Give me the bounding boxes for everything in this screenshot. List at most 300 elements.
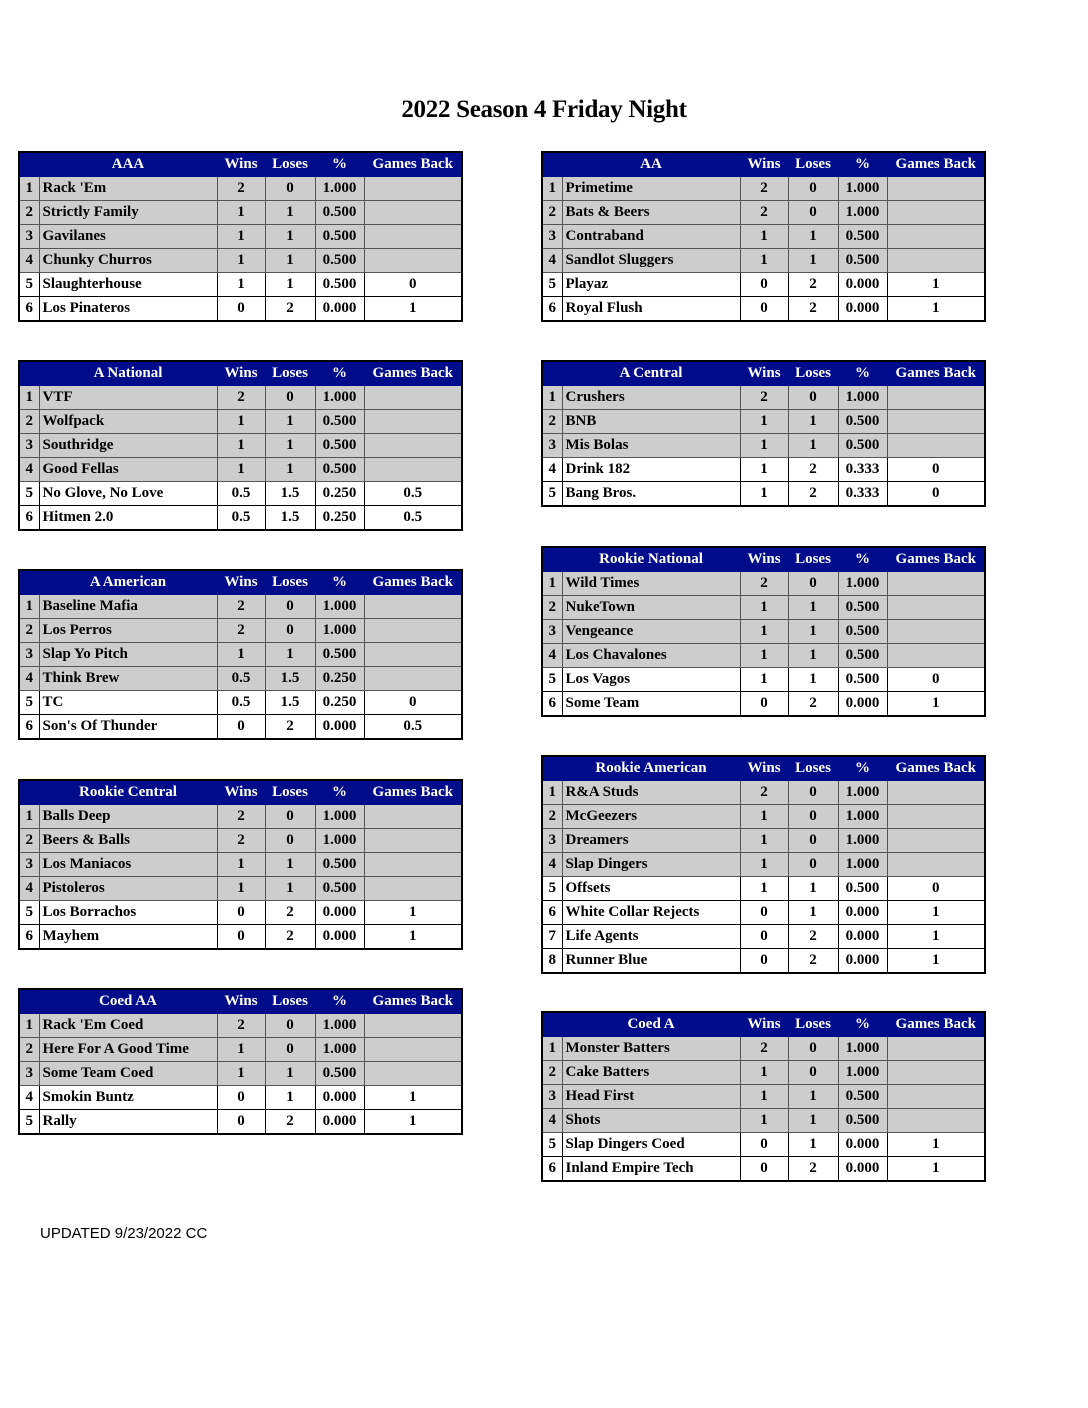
- rank-cell: 4: [19, 667, 39, 691]
- team-name: Mis Bolas: [562, 434, 740, 458]
- pct-header: %: [315, 989, 364, 1014]
- pct-cell: 0.000: [838, 901, 887, 925]
- loses-cell: 1: [788, 620, 838, 644]
- wins-cell: 1: [740, 644, 788, 668]
- games-back-cell: [887, 1061, 985, 1085]
- rank-cell: 3: [19, 225, 39, 249]
- pct-cell: 1.000: [838, 1037, 887, 1061]
- table-row: [542, 386, 985, 410]
- wins-cell: 2: [217, 1014, 265, 1038]
- loses-header: Loses: [788, 152, 838, 177]
- loses-cell: 1: [265, 643, 315, 667]
- wins-header: Wins: [217, 152, 265, 177]
- games-back-cell: [887, 410, 985, 434]
- games-back-header: Games Back: [887, 547, 985, 572]
- division-name: A American: [39, 570, 217, 595]
- games-back-cell: [887, 596, 985, 620]
- table-row: [19, 177, 462, 201]
- pct-cell: 1.000: [315, 1014, 364, 1038]
- loses-cell: 1.5: [265, 691, 315, 715]
- games-back-cell: [364, 410, 462, 434]
- team-name: Pistoleros: [39, 877, 217, 901]
- loses-cell: 0: [265, 829, 315, 853]
- loses-cell: 1: [788, 901, 838, 925]
- games-back-header: Games Back: [364, 989, 462, 1014]
- pct-cell: 0.500: [315, 877, 364, 901]
- games-back-cell: 1: [887, 297, 985, 322]
- wins-cell: 1: [217, 225, 265, 249]
- header-row: [19, 361, 462, 386]
- pct-cell: 0.000: [315, 297, 364, 322]
- team-name: Slaughterhouse: [39, 273, 217, 297]
- header-row: [542, 361, 985, 386]
- team-name: VTF: [39, 386, 217, 410]
- games-back-cell: [364, 225, 462, 249]
- loses-cell: 1: [788, 596, 838, 620]
- wins-cell: 0.5: [217, 667, 265, 691]
- rank-cell: 3: [542, 225, 562, 249]
- header-row: [542, 152, 985, 177]
- wins-cell: 2: [740, 177, 788, 201]
- wins-cell: 1: [217, 434, 265, 458]
- team-name: Wolfpack: [39, 410, 217, 434]
- team-name: Hitmen 2.0: [39, 506, 217, 531]
- standings-table-rookie-central: [18, 779, 463, 950]
- rank-cell: 4: [542, 458, 562, 482]
- games-back-cell: [887, 1109, 985, 1133]
- games-back-cell: [364, 1062, 462, 1086]
- games-back-cell: [364, 1038, 462, 1062]
- division-name: Coed AA: [39, 989, 217, 1014]
- pct-cell: 0.500: [838, 410, 887, 434]
- loses-cell: 0: [265, 386, 315, 410]
- loses-cell: 1.5: [265, 667, 315, 691]
- table-row: [542, 668, 985, 692]
- page-title: 2022 Season 4 Friday Night: [401, 96, 687, 123]
- table-row: [19, 901, 462, 925]
- games-back-cell: [887, 386, 985, 410]
- loses-header: Loses: [788, 547, 838, 572]
- loses-cell: 1: [265, 877, 315, 901]
- wins-cell: 0: [740, 1157, 788, 1182]
- wins-cell: 1: [217, 1062, 265, 1086]
- rank-cell: 1: [542, 177, 562, 201]
- rank-cell: 5: [19, 691, 39, 715]
- rank-cell: 6: [19, 925, 39, 950]
- wins-cell: 1: [740, 596, 788, 620]
- loses-header: Loses: [265, 152, 315, 177]
- wins-header: Wins: [740, 547, 788, 572]
- games-back-cell: [364, 643, 462, 667]
- table-row: [19, 1110, 462, 1135]
- team-name: BNB: [562, 410, 740, 434]
- wins-cell: 1: [217, 853, 265, 877]
- wins-cell: 1: [740, 877, 788, 901]
- loses-cell: 0: [788, 781, 838, 805]
- pct-cell: 0.000: [315, 1086, 364, 1110]
- pct-cell: 1.000: [315, 1038, 364, 1062]
- loses-cell: 1: [265, 1062, 315, 1086]
- table-row: [542, 225, 985, 249]
- loses-header: Loses: [265, 780, 315, 805]
- team-name: Offsets: [562, 877, 740, 901]
- wins-cell: 1: [217, 1038, 265, 1062]
- table-row: [542, 1085, 985, 1109]
- updated-footnote: UPDATED 9/23/2022 CC: [40, 1225, 208, 1242]
- table-row: [19, 249, 462, 273]
- wins-cell: 0: [217, 297, 265, 322]
- loses-cell: 1: [788, 225, 838, 249]
- loses-cell: 2: [265, 715, 315, 740]
- wins-header: Wins: [217, 361, 265, 386]
- pct-cell: 1.000: [838, 805, 887, 829]
- loses-header: Loses: [788, 1012, 838, 1037]
- table-row: [542, 781, 985, 805]
- table-row: [542, 273, 985, 297]
- team-name: Head First: [562, 1085, 740, 1109]
- games-back-header: Games Back: [364, 780, 462, 805]
- pct-cell: 0.500: [838, 434, 887, 458]
- rank-cell: 2: [542, 201, 562, 225]
- games-back-header: Games Back: [887, 152, 985, 177]
- rank-header: [19, 152, 39, 177]
- rank-cell: 6: [19, 506, 39, 531]
- rank-cell: 5: [19, 482, 39, 506]
- rank-cell: 3: [19, 853, 39, 877]
- loses-header: Loses: [788, 361, 838, 386]
- pct-cell: 0.500: [838, 225, 887, 249]
- team-name: Slap Dingers Coed: [562, 1133, 740, 1157]
- games-back-cell: [887, 177, 985, 201]
- loses-cell: 0: [788, 177, 838, 201]
- loses-cell: 0: [265, 1038, 315, 1062]
- loses-cell: 2: [788, 297, 838, 322]
- division-name: A National: [39, 361, 217, 386]
- team-name: Los Perros: [39, 619, 217, 643]
- team-name: R&A Studs: [562, 781, 740, 805]
- games-back-cell: [364, 249, 462, 273]
- team-name: Gavilanes: [39, 225, 217, 249]
- rank-cell: 4: [542, 644, 562, 668]
- pct-cell: 1.000: [838, 177, 887, 201]
- table-row: [19, 643, 462, 667]
- loses-cell: 1: [788, 434, 838, 458]
- rank-cell: 6: [542, 297, 562, 322]
- loses-cell: 2: [788, 458, 838, 482]
- games-back-cell: [364, 829, 462, 853]
- wins-cell: 0.5: [217, 691, 265, 715]
- team-name: Rack 'Em: [39, 177, 217, 201]
- rank-header: [542, 152, 562, 177]
- pct-cell: 0.000: [315, 925, 364, 950]
- games-back-cell: 1: [364, 901, 462, 925]
- pct-header: %: [838, 547, 887, 572]
- loses-cell: 1: [788, 877, 838, 901]
- table-row: [542, 877, 985, 901]
- team-name: Rally: [39, 1110, 217, 1135]
- wins-cell: 2: [740, 1037, 788, 1061]
- team-name: Runner Blue: [562, 949, 740, 974]
- loses-cell: 0: [788, 805, 838, 829]
- loses-cell: 2: [788, 692, 838, 717]
- rank-cell: 1: [19, 386, 39, 410]
- standings-table-coed-aa: [18, 988, 463, 1135]
- games-back-cell: [364, 805, 462, 829]
- loses-cell: 1: [265, 201, 315, 225]
- games-back-cell: 1: [887, 925, 985, 949]
- table-row: [542, 249, 985, 273]
- loses-cell: 1: [788, 1133, 838, 1157]
- loses-cell: 2: [788, 1157, 838, 1182]
- rank-cell: 3: [542, 1085, 562, 1109]
- rank-cell: 5: [542, 1133, 562, 1157]
- standings-table-a-national: [18, 360, 463, 531]
- loses-cell: 1: [788, 1085, 838, 1109]
- loses-cell: 1: [265, 853, 315, 877]
- rank-header: [542, 756, 562, 781]
- loses-cell: 1: [265, 1086, 315, 1110]
- rank-cell: 3: [19, 434, 39, 458]
- pct-cell: 1.000: [315, 829, 364, 853]
- table-row: [19, 619, 462, 643]
- table-row: [19, 1062, 462, 1086]
- loses-cell: 0: [788, 572, 838, 596]
- rank-cell: 2: [542, 410, 562, 434]
- loses-cell: 1: [788, 1109, 838, 1133]
- pct-cell: 1.000: [315, 595, 364, 619]
- games-back-cell: [887, 805, 985, 829]
- team-name: Chunky Churros: [39, 249, 217, 273]
- table-row: [19, 877, 462, 901]
- rank-cell: 5: [19, 901, 39, 925]
- pct-header: %: [315, 361, 364, 386]
- pct-cell: 1.000: [315, 619, 364, 643]
- games-back-cell: [887, 620, 985, 644]
- games-back-cell: 1: [887, 901, 985, 925]
- wins-cell: 0: [740, 297, 788, 322]
- pct-header: %: [838, 756, 887, 781]
- table-row: [19, 715, 462, 740]
- rank-cell: 2: [542, 1061, 562, 1085]
- games-back-cell: 1: [887, 692, 985, 717]
- rank-cell: 5: [542, 482, 562, 507]
- pct-cell: 1.000: [838, 201, 887, 225]
- rank-cell: 2: [19, 619, 39, 643]
- wins-cell: 1: [740, 805, 788, 829]
- wins-cell: 2: [217, 829, 265, 853]
- loses-cell: 0: [788, 1037, 838, 1061]
- table-row: [19, 225, 462, 249]
- rank-header: [542, 547, 562, 572]
- wins-cell: 2: [740, 572, 788, 596]
- rank-header: [19, 570, 39, 595]
- games-back-cell: [364, 458, 462, 482]
- wins-cell: 1: [217, 273, 265, 297]
- games-back-cell: 1: [364, 1086, 462, 1110]
- pct-cell: 0.250: [315, 691, 364, 715]
- rank-header: [19, 361, 39, 386]
- team-name: Shots: [562, 1109, 740, 1133]
- table-row: [542, 620, 985, 644]
- header-row: [542, 1012, 985, 1037]
- loses-cell: 2: [265, 901, 315, 925]
- rank-cell: 1: [542, 1037, 562, 1061]
- team-name: Son's Of Thunder: [39, 715, 217, 740]
- table-row: [19, 297, 462, 322]
- table-row: [19, 691, 462, 715]
- wins-cell: 1: [740, 1061, 788, 1085]
- pct-cell: 0.000: [315, 901, 364, 925]
- pct-cell: 0.500: [838, 620, 887, 644]
- rank-cell: 4: [19, 458, 39, 482]
- table-row: [542, 1109, 985, 1133]
- wins-cell: 2: [217, 386, 265, 410]
- games-back-cell: [364, 853, 462, 877]
- team-name: Here For A Good Time: [39, 1038, 217, 1062]
- wins-header: Wins: [217, 570, 265, 595]
- games-back-cell: [364, 386, 462, 410]
- table-row: [19, 853, 462, 877]
- team-name: Bats & Beers: [562, 201, 740, 225]
- pct-cell: 0.500: [838, 596, 887, 620]
- table-row: [19, 386, 462, 410]
- pct-cell: 0.500: [838, 1109, 887, 1133]
- pct-cell: 0.250: [315, 667, 364, 691]
- table-row: [19, 925, 462, 950]
- table-row: [542, 692, 985, 717]
- games-back-cell: 1: [887, 1157, 985, 1182]
- wins-cell: 0.5: [217, 506, 265, 531]
- wins-cell: 1: [740, 458, 788, 482]
- pct-cell: 0.500: [315, 853, 364, 877]
- loses-cell: 2: [788, 273, 838, 297]
- rank-header: [19, 780, 39, 805]
- rank-cell: 5: [19, 273, 39, 297]
- loses-cell: 2: [265, 925, 315, 950]
- table-row: [542, 925, 985, 949]
- team-name: No Glove, No Love: [39, 482, 217, 506]
- pct-cell: 0.500: [838, 249, 887, 273]
- table-row: [542, 1133, 985, 1157]
- wins-cell: 0: [740, 692, 788, 717]
- pct-cell: 0.500: [315, 458, 364, 482]
- rank-cell: 3: [542, 620, 562, 644]
- standings-table-rookie-american: [541, 755, 986, 974]
- table-row: [19, 1014, 462, 1038]
- rank-cell: 1: [19, 1014, 39, 1038]
- wins-cell: 0: [740, 1133, 788, 1157]
- pct-cell: 0.500: [315, 201, 364, 225]
- table-row: [542, 1061, 985, 1085]
- games-back-cell: [887, 853, 985, 877]
- table-row: [542, 177, 985, 201]
- wins-cell: 1: [217, 877, 265, 901]
- loses-cell: 0: [265, 177, 315, 201]
- pct-header: %: [315, 780, 364, 805]
- team-name: Los Vagos: [562, 668, 740, 692]
- division-name: Coed A: [562, 1012, 740, 1037]
- standings-table-a-central: [541, 360, 986, 507]
- loses-cell: 0: [265, 805, 315, 829]
- wins-cell: 1: [740, 853, 788, 877]
- rank-cell: 4: [19, 1086, 39, 1110]
- table-row: [542, 1037, 985, 1061]
- table-row: [542, 805, 985, 829]
- pct-cell: 0.250: [315, 482, 364, 506]
- wins-cell: 1: [740, 1109, 788, 1133]
- pct-cell: 1.000: [315, 386, 364, 410]
- wins-cell: 0: [217, 715, 265, 740]
- pct-cell: 1.000: [315, 177, 364, 201]
- pct-cell: 1.000: [838, 853, 887, 877]
- rank-cell: 3: [542, 829, 562, 853]
- division-name: Rookie American: [562, 756, 740, 781]
- wins-cell: 0: [740, 925, 788, 949]
- rank-header: [542, 1012, 562, 1037]
- team-name: Some Team Coed: [39, 1062, 217, 1086]
- wins-cell: 1: [217, 410, 265, 434]
- rank-cell: 1: [19, 177, 39, 201]
- games-back-cell: [887, 644, 985, 668]
- pct-cell: 0.500: [838, 1085, 887, 1109]
- wins-cell: 2: [217, 805, 265, 829]
- pct-cell: 0.000: [838, 692, 887, 717]
- table-row: [19, 201, 462, 225]
- table-row: [19, 829, 462, 853]
- pct-header: %: [838, 361, 887, 386]
- wins-cell: 1: [217, 249, 265, 273]
- team-name: Crushers: [562, 386, 740, 410]
- rank-cell: 3: [542, 434, 562, 458]
- rank-cell: 6: [19, 297, 39, 322]
- header-row: [19, 989, 462, 1014]
- pct-cell: 0.500: [315, 434, 364, 458]
- header-row: [19, 152, 462, 177]
- pct-cell: 0.500: [315, 225, 364, 249]
- table-row: [542, 410, 985, 434]
- games-back-cell: 1: [364, 925, 462, 950]
- pct-cell: 0.333: [838, 458, 887, 482]
- table-row: [542, 901, 985, 925]
- wins-cell: 1: [217, 458, 265, 482]
- games-back-cell: 0: [887, 482, 985, 507]
- games-back-cell: [364, 434, 462, 458]
- pct-header: %: [315, 152, 364, 177]
- team-name: Good Fellas: [39, 458, 217, 482]
- wins-cell: 1: [740, 829, 788, 853]
- team-name: Royal Flush: [562, 297, 740, 322]
- rank-cell: 1: [19, 595, 39, 619]
- pct-cell: 0.000: [838, 949, 887, 974]
- games-back-cell: 0: [887, 458, 985, 482]
- standings-table-a-american: [18, 569, 463, 740]
- header-row: [542, 547, 985, 572]
- games-back-cell: [364, 619, 462, 643]
- pct-header: %: [315, 570, 364, 595]
- pct-cell: 0.500: [315, 410, 364, 434]
- header-row: [19, 780, 462, 805]
- games-back-cell: [364, 667, 462, 691]
- wins-header: Wins: [217, 780, 265, 805]
- standings-table-rookie-national: [541, 546, 986, 717]
- wins-header: Wins: [740, 152, 788, 177]
- pct-cell: 0.000: [838, 1133, 887, 1157]
- table-row: [542, 949, 985, 974]
- pct-cell: 0.500: [315, 1062, 364, 1086]
- rank-cell: 1: [542, 781, 562, 805]
- division-name: Rookie Central: [39, 780, 217, 805]
- pct-cell: 1.000: [838, 781, 887, 805]
